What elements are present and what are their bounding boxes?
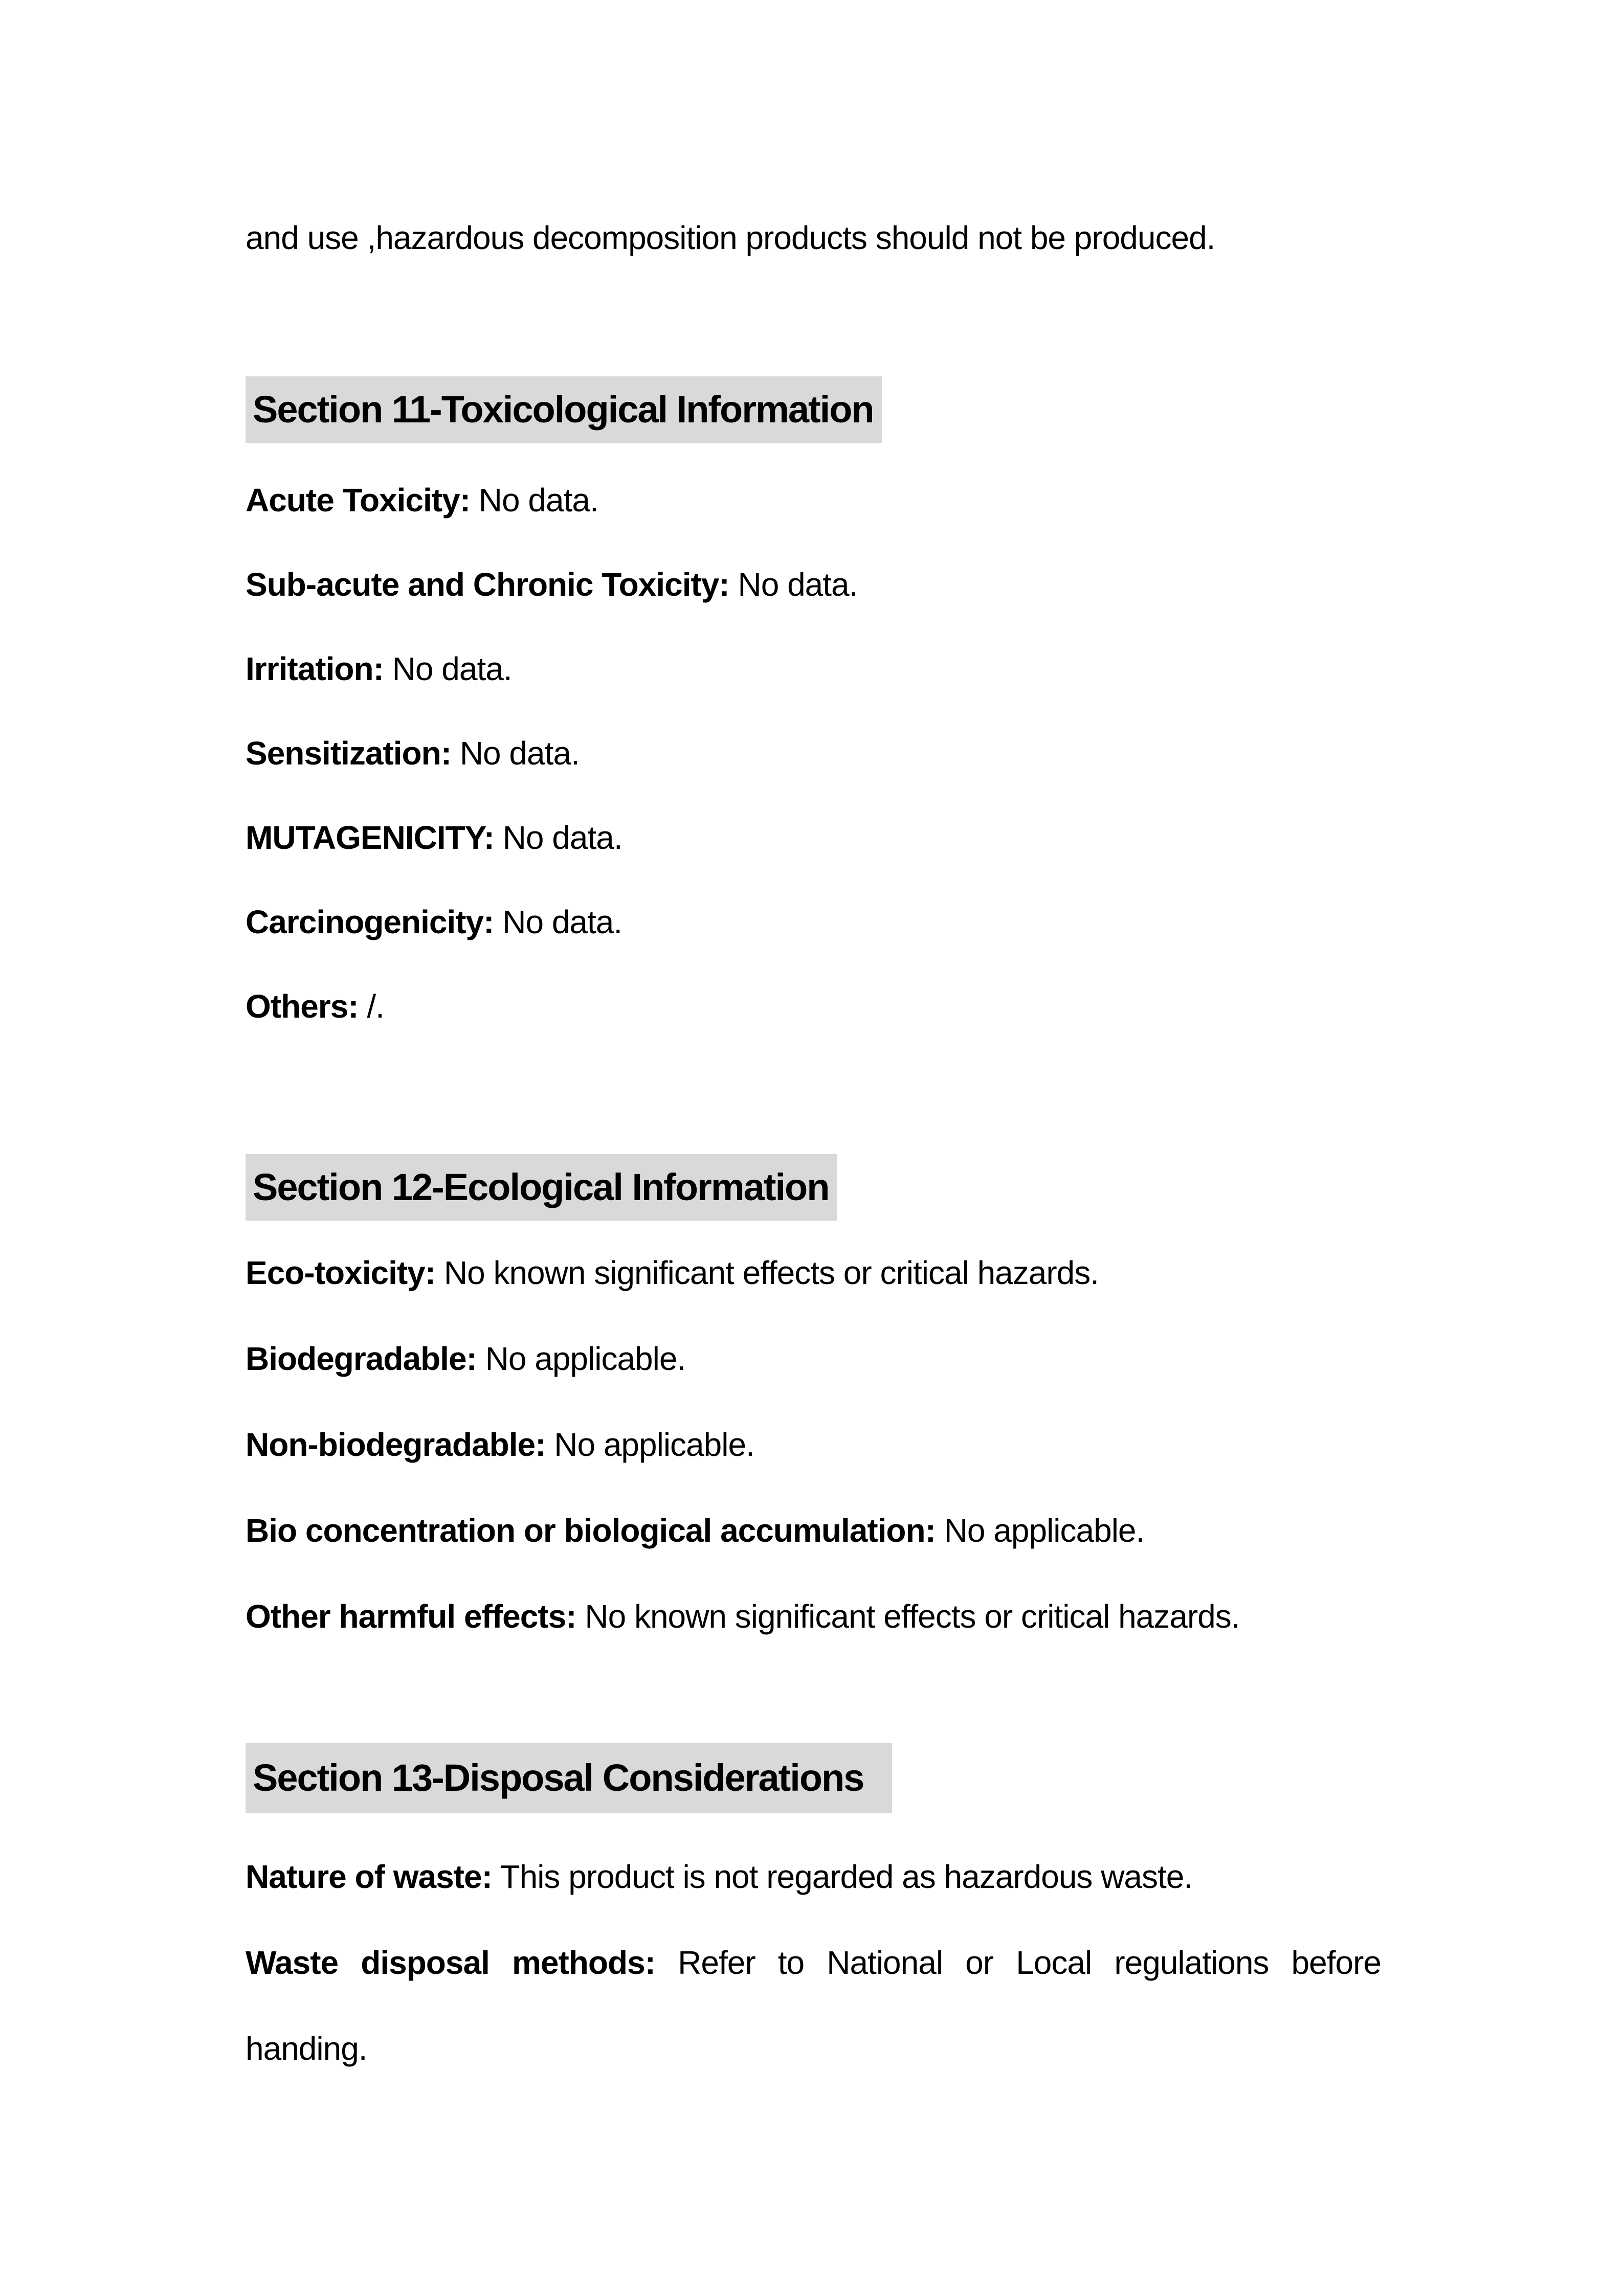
item-label: Waste disposal methods:	[246, 1944, 655, 1981]
section-13-header: Section 13-Disposal Considerations	[246, 1743, 892, 1813]
ecology-bioconcentration-row	[246, 1510, 1144, 1551]
disposal-nature-of-waste-row	[246, 1856, 1192, 1897]
item-label: Eco-toxicity:	[246, 1254, 436, 1291]
section-12-header: Section 12-Ecological Information	[246, 1154, 837, 1221]
ecology-biodegradable-row	[246, 1338, 685, 1379]
toxicology-others-row	[246, 986, 384, 1027]
toxicology-sensitization-row	[246, 733, 580, 774]
toxicology-mutagenicity-row	[246, 817, 622, 858]
item-label: Acute Toxicity:	[246, 482, 470, 519]
item-value: No known significant effects or critical hazards.	[585, 1598, 1240, 1635]
item-value: No applicable.	[944, 1512, 1145, 1549]
ecology-eco-toxicity-row	[246, 1252, 1099, 1293]
toxicology-acute-toxicity-row	[246, 480, 598, 521]
item-value: handing.	[246, 2030, 367, 2067]
item-label: Sub-acute and Chronic Toxicity:	[246, 566, 729, 603]
item-label: Non-biodegradable:	[246, 1426, 546, 1463]
item-label: Irritation:	[246, 650, 384, 687]
toxicology-irritation-row	[246, 648, 512, 689]
disposal-waste-methods-continuation	[246, 2028, 367, 2069]
item-label: Biodegradable:	[246, 1340, 477, 1377]
item-value: Refer to National or Local regulations before	[678, 1944, 1382, 1981]
disposal-waste-methods-row	[246, 1942, 1381, 1983]
item-value: /.	[367, 988, 384, 1025]
item-value: No data.	[459, 735, 580, 772]
item-value: No known significant effects or critical hazards.	[443, 1254, 1099, 1291]
toxicology-carcinogenicity-row	[246, 902, 622, 942]
item-label: Other harmful effects:	[246, 1598, 576, 1635]
item-label: Bio concentration or biological accumulation:	[246, 1512, 936, 1549]
item-label: Nature of waste:	[246, 1858, 492, 1895]
item-value: This product is not regarded as hazardous waste.	[500, 1858, 1193, 1895]
item-value: No data.	[392, 650, 512, 687]
toxicology-subacute-chronic-row	[246, 564, 857, 605]
ecology-other-harmful-effects-row	[246, 1596, 1240, 1637]
item-value: No applicable.	[485, 1340, 686, 1377]
ecology-non-biodegradable-row	[246, 1424, 754, 1465]
item-label: Others:	[246, 988, 359, 1025]
intro-paragraph: and use ,hazardous decomposition products should not be produced.	[246, 219, 1215, 256]
item-label: Sensitization:	[246, 735, 452, 772]
section-11-header: Section 11-Toxicological Information	[246, 376, 882, 443]
item-label: Carcinogenicity:	[246, 904, 494, 940]
item-value: No data.	[502, 819, 622, 856]
item-value: No data.	[478, 482, 598, 519]
item-label: MUTAGENICITY:	[246, 819, 494, 856]
item-value: No data.	[502, 904, 622, 940]
item-value: No applicable.	[554, 1426, 754, 1463]
item-value: No data.	[738, 566, 858, 603]
